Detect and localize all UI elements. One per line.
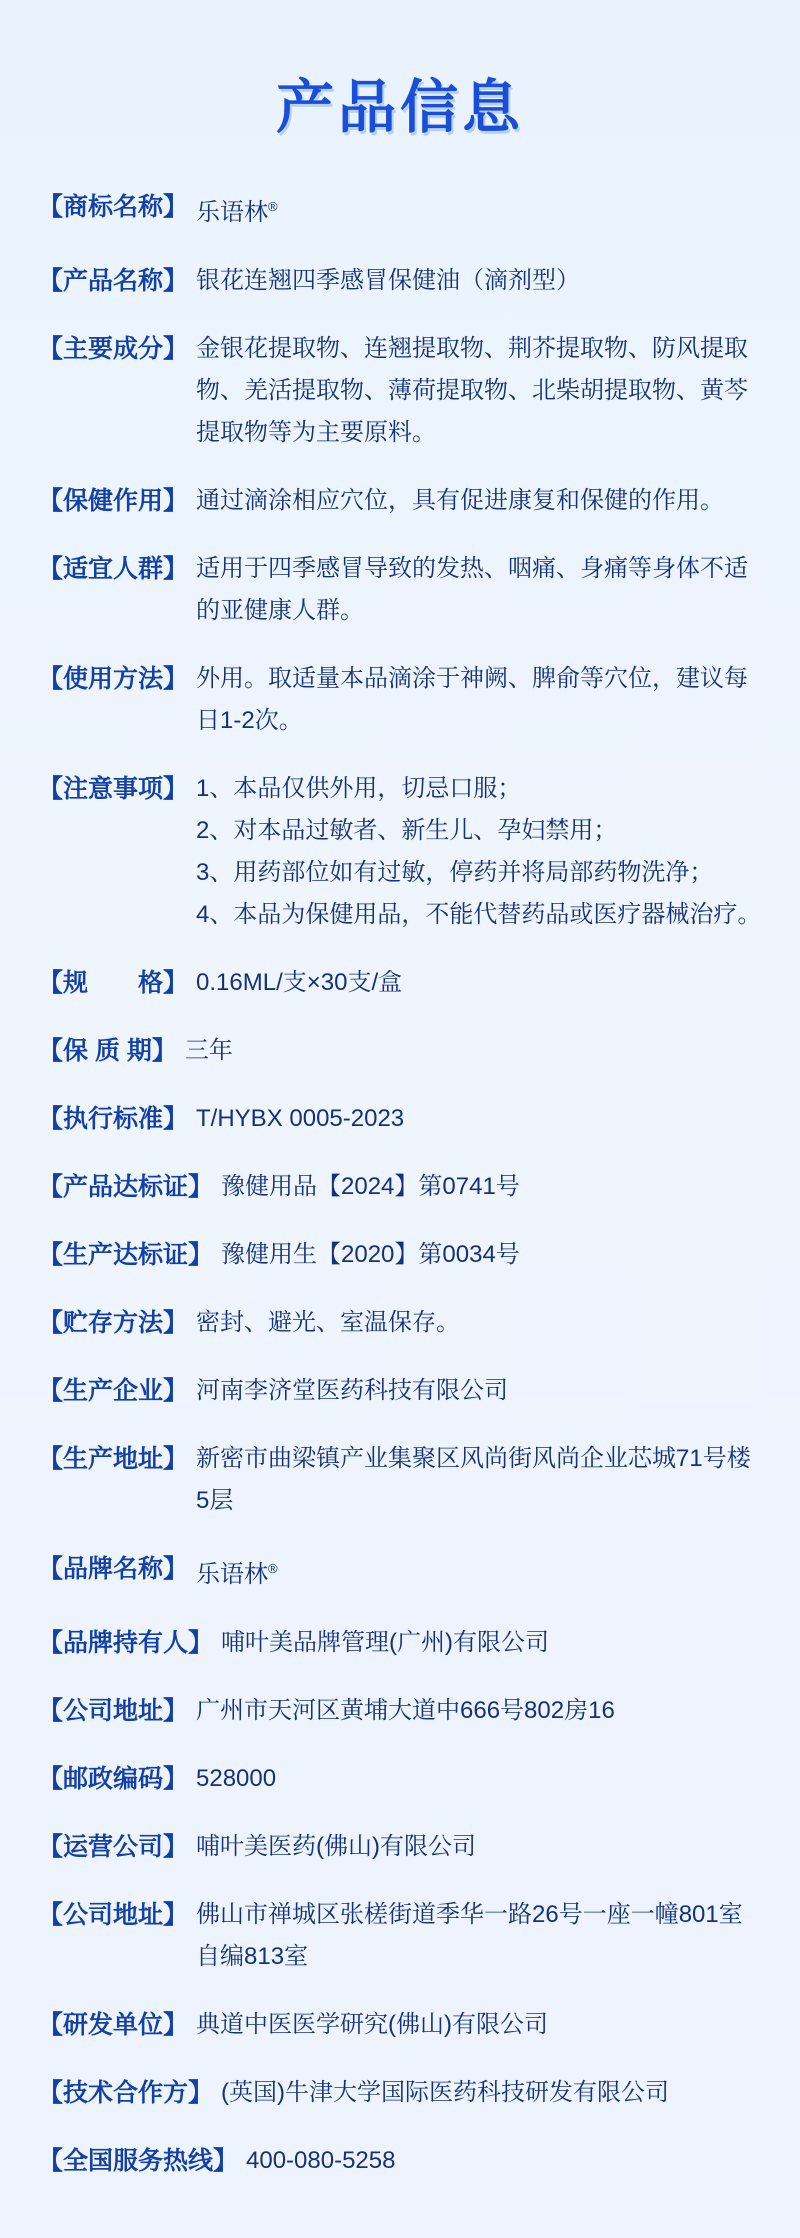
info-row [38,1548,762,1596]
registered-trademark-icon: ® [268,199,278,214]
info-row-value [188,1302,762,1344]
info-row-value-line: 三年 [184,1037,233,1064]
info-row-value-line: 528000 [196,1765,277,1792]
info-row-value [188,480,762,522]
info-row [38,1234,762,1276]
info-row-value-line: 佛山市禅城区张槎街道季华一路26号一座一幢801室 [196,1901,743,1928]
info-row-value [188,1826,762,1868]
info-row-value-line: 哺叶美品牌管理(广州)有限公司 [221,1629,549,1656]
product-info-list [36,186,764,2182]
info-row-value-line: 日1-2次。 [196,707,303,734]
info-row-value-line: 新密市曲梁镇产业集聚区风尚街风尚企业芯城71号楼 [196,1445,751,1472]
info-row [38,1438,762,1522]
info-row-label: 【产品达标证】 [38,1173,214,1201]
info-row-value [188,2004,762,2046]
info-row-value [188,658,762,742]
info-row-value-line: 1、本品仅供外用，切忌口服； [196,775,522,802]
info-row-value-line: (英国)牛津大学国际医药科技研发有限公司 [221,2079,669,2106]
info-row-value [213,1234,762,1276]
info-row-value-line: 4、本品为保健用品，不能代替药品或医疗器械治疗。 [196,901,762,928]
info-row-label: 【贮存方法】 [38,1309,189,1337]
info-row [38,658,762,742]
info-row-value [177,1030,762,1072]
info-row-value-line: 豫健用品【2024】第0741号 [221,1173,520,1200]
info-row-label: 【注意事项】 [38,775,189,803]
info-row-value [213,1622,762,1664]
info-row [38,260,762,302]
info-row-value-line: 通过滴涂相应穴位，具有促进康复和保健的作用。 [196,487,725,514]
info-row-value-line: 密封、避光、室温保存。 [196,1309,461,1336]
info-row-value-line: 河南李济堂医药科技有限公司 [196,1377,509,1404]
info-row [38,1690,762,1732]
info-row-value-line: 典道中医医学研究(佛山)有限公司 [196,2011,548,2038]
info-row-value-line: 0.16ML/支×30支/盒 [196,969,403,996]
info-row-value [188,1758,762,1800]
info-row-value-line: 自编813室 [196,1943,309,1970]
info-row-value [188,768,762,936]
info-row-label: 【保 质 期】 [38,1037,177,1065]
info-row-value-line: 适用于四季感冒导致的发热、咽痛、身痛等身体不适 [196,555,749,582]
info-row-label: 【公司地址】 [38,1697,189,1725]
info-row-value-line: 2、对本品过敏者、新生儿、孕妇禁用； [196,817,618,844]
info-row-label: 【运营公司】 [38,1833,189,1861]
info-row [38,548,762,632]
info-row-label: 【执行标准】 [38,1105,189,1133]
info-row-value-line: T/HYBX 0005-2023 [196,1105,405,1132]
page-title: 产品信息 [275,75,524,140]
info-row-label: 【使用方法】 [38,665,189,693]
info-row-value-line: 乐语林® [196,1561,278,1588]
info-row [38,2004,762,2046]
info-row [38,1302,762,1344]
info-row-value-line: 乐语林® [196,199,278,226]
info-row-value-line: 豫健用生【2020】第0034号 [221,1241,520,1268]
info-row-value [188,186,762,234]
info-row-value-line: 的亚健康人群。 [196,597,365,624]
info-row-value [188,1438,762,1522]
info-row [38,1098,762,1140]
registered-trademark-icon: ® [268,1561,278,1576]
info-row-label: 【保健作用】 [38,487,189,515]
info-row-value [213,2072,762,2114]
info-row [38,328,762,454]
info-row-value-line: 金银花提取物、连翘提取物、荆芥提取物、防风提取 [196,335,749,362]
info-row-value-line: 3、用药部位如有过敏，停药并将局部药物洗净； [196,859,714,886]
info-row-label: 【品牌持有人】 [38,1629,214,1657]
info-row-value-line: 提取物等为主要原料。 [196,419,437,446]
info-row [38,1622,762,1664]
info-row-label: 【商标名称】 [38,193,189,221]
info-row-label: 【全国服务热线】 [38,2147,239,2175]
info-row-label: 【邮政编码】 [38,1765,189,1793]
info-row-value-line: 物、羌活提取物、薄荷提取物、北柴胡提取物、黄芩 [196,377,749,404]
info-row [38,2140,762,2182]
info-row-label: 【主要成分】 [38,335,189,363]
info-row-label: 【产品名称】 [38,267,189,295]
info-row [38,1030,762,1072]
info-row-value [188,1098,762,1140]
info-row [38,480,762,522]
info-row-label: 【技术合作方】 [38,2079,214,2107]
info-row-label: 【生产地址】 [38,1445,189,1473]
info-row-value [188,1548,762,1596]
info-row-value-line: 银花连翘四季感冒保健油（滴剂型） [196,267,581,294]
info-row [38,962,762,1004]
info-row-value [188,1690,762,1732]
info-row-label: 【适宜人群】 [38,555,189,583]
info-row [38,1894,762,1978]
info-row [38,2072,762,2114]
info-row-value-line: 广州市天河区黄埔大道中666号802房16 [196,1697,615,1724]
info-row [38,1826,762,1868]
info-row-label: 【品牌名称】 [38,1555,189,1583]
info-row-value [188,260,762,302]
info-row [38,768,762,936]
info-row [38,1370,762,1412]
info-row-value [188,548,762,632]
info-row-value [188,328,762,454]
info-row-value [188,1370,762,1412]
info-row-value-line: 400-080-5258 [246,2147,396,2174]
info-row-label: 【生产达标证】 [38,1241,214,1269]
info-row-label: 【研发单位】 [38,2011,189,2039]
info-row-label: 【公司地址】 [38,1901,189,1929]
info-row-value-line: 哺叶美医药(佛山)有限公司 [196,1833,476,1860]
info-row-label: 【生产企业】 [38,1377,189,1405]
info-row [38,1166,762,1208]
info-row-value-line: 外用。取适量本品滴涂于神阙、脾俞等穴位，建议每 [196,665,749,692]
info-row [38,1758,762,1800]
info-row-value [188,962,762,1004]
info-row-value [238,2140,762,2182]
info-row-value [213,1166,762,1208]
info-row-value [188,1894,762,1978]
info-row [38,186,762,234]
info-row-value-line: 5层 [196,1487,234,1514]
info-row-label: 【规 格】 [38,969,189,997]
